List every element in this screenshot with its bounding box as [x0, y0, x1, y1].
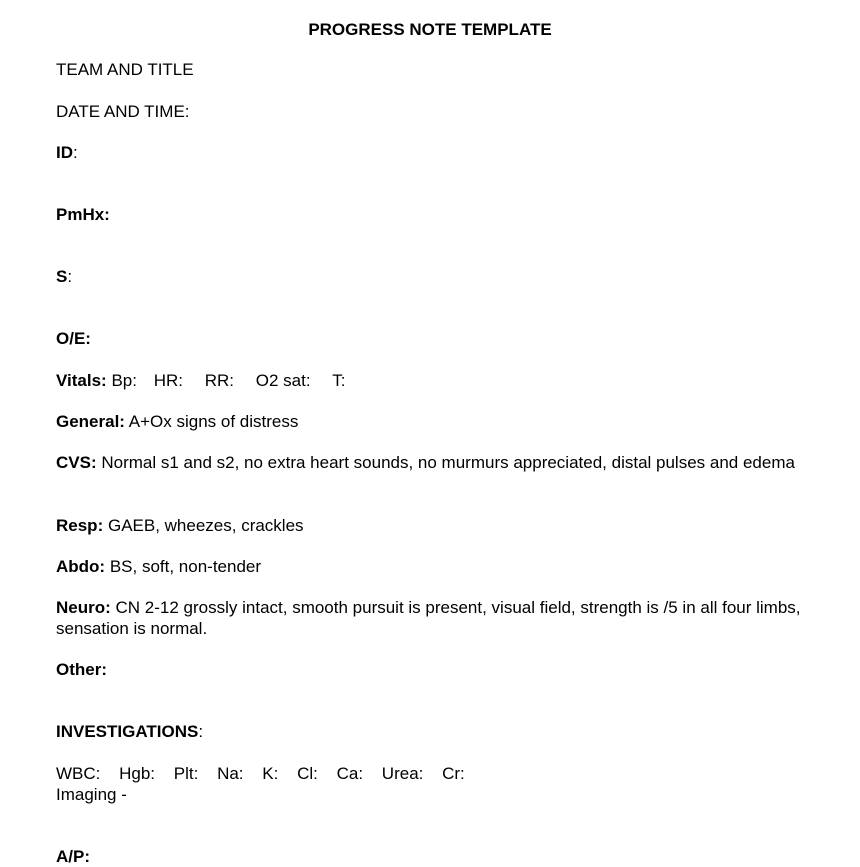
subjective-label: S	[56, 267, 68, 286]
lab-na: Na:	[217, 764, 244, 783]
subjective-line	[56, 266, 72, 287]
subjective-colon: :	[67, 267, 73, 286]
abdo-label: Abdo:	[56, 557, 106, 576]
abdo-text: BS, soft, non-tender	[109, 557, 262, 576]
imaging-line: Imaging -	[56, 785, 127, 804]
resp-line	[56, 515, 304, 536]
vital-o2-sat: O2 sat:	[255, 371, 311, 390]
lab-plt: Plt:	[173, 764, 199, 783]
investigations-line	[56, 721, 203, 742]
neuro-label: Neuro:	[56, 598, 111, 617]
id-line	[56, 142, 78, 163]
document-title: PROGRESS NOTE TEMPLATE	[308, 20, 552, 39]
oe-label: O/E:	[56, 329, 91, 348]
ap-label: A/P:	[56, 847, 90, 866]
lab-ca: Ca:	[336, 764, 364, 783]
id-colon: :	[73, 143, 78, 162]
lab-hgb: Hgb:	[119, 764, 156, 783]
lab-urea: Urea:	[381, 764, 424, 783]
abdo-line	[56, 556, 261, 577]
general-line	[56, 411, 298, 432]
vital-hr: HR:	[153, 371, 183, 390]
cvs-label: CVS:	[56, 453, 97, 472]
date-time-line: DATE AND TIME:	[56, 102, 190, 121]
oe-line	[56, 328, 91, 349]
cvs-text: Normal s1 and s2, no extra heart sounds, no murmurs appreciated, distal pulses and edema	[101, 453, 795, 472]
lab-wbc: WBC:	[56, 764, 101, 783]
labs-line	[56, 763, 465, 784]
lab-cl: Cl:	[297, 764, 318, 783]
pmhx-line	[56, 204, 110, 225]
investigations-label: INVESTIGATIONS	[56, 722, 199, 741]
pmhx-label: PmHx:	[56, 205, 110, 224]
neuro-text: CN 2-12 grossly intact, smooth pursuit is present, visual field, strength is /5 in all four limbs, sensation is normal.	[56, 598, 801, 638]
vitals-label: Vitals:	[56, 371, 107, 390]
lab-k: K:	[262, 764, 279, 783]
vitals-line	[56, 370, 346, 391]
cvs-line	[56, 452, 801, 473]
lab-cr: Cr:	[442, 764, 465, 783]
resp-label: Resp:	[56, 516, 104, 535]
vital-rr: RR:	[204, 371, 235, 390]
general-label: General:	[56, 412, 125, 431]
ap-line	[56, 846, 90, 867]
team-title-line: TEAM AND TITLE	[56, 60, 194, 79]
id-label: ID	[56, 143, 73, 162]
vital-temp: T:	[332, 371, 346, 390]
investigations-colon: :	[198, 722, 204, 741]
resp-text: GAEB, wheezes, crackles	[107, 516, 304, 535]
other-label: Other:	[56, 660, 107, 679]
neuro-line	[56, 597, 801, 639]
general-text: A+Ox signs of distress	[128, 412, 299, 431]
vital-bp: Bp:	[111, 371, 137, 390]
other-line	[56, 659, 107, 680]
